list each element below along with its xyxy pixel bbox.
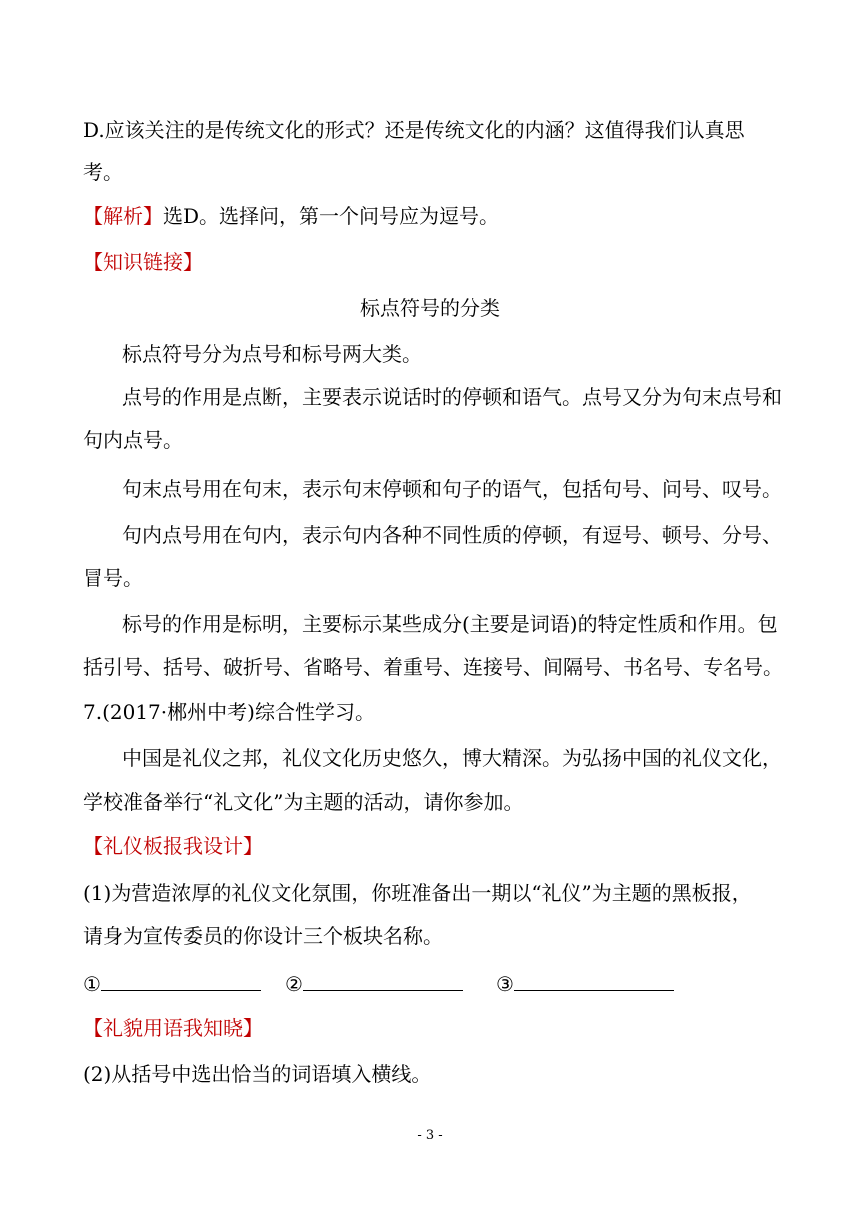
question-7-intro-line-1: 中国是礼仪之邦，礼仪文化历史悠久，博大精深。为弘扬中国的礼仪文化， (122, 746, 782, 770)
question-2-line: (2)从括号中选出恰当的词语填入横线。 (83, 1062, 432, 1086)
knowledge-paragraph-1: 标点符号分为点号和标号两大类。 (122, 342, 422, 366)
question-7-intro-line-2: 学校准备举行“礼文化”为主题的活动，请你参加。 (83, 790, 524, 814)
blank-2-underline (303, 970, 463, 991)
blank-2-marker: ② (285, 972, 303, 996)
blank-1-underline (101, 970, 261, 991)
question-1-line-2: 请身为宣传委员的你设计三个板块名称。 (83, 924, 443, 948)
section-polite-language-tag: 【礼貌用语我知晓】 (83, 1016, 263, 1040)
knowledge-paragraph-2-line-1: 点号的作用是点断，主要表示说话时的停顿和语气。点号又分为句末点号和 (122, 385, 782, 409)
page-number: - 3 - (417, 1128, 443, 1143)
option-d-line-2: 考。 (83, 160, 123, 184)
knowledge-paragraph-4-line-1: 句内点号用在句内，表示句内各种不同性质的停顿，有逗号、顿号、分号、 (122, 523, 782, 547)
section-board-design-tag: 【礼仪板报我设计】 (83, 834, 263, 858)
knowledge-paragraph-4-line-2: 冒号。 (83, 566, 143, 590)
analysis-text: 选D。选择问，第一个问号应为逗号。 (163, 204, 500, 228)
knowledge-paragraph-2-line-2: 句内点号。 (83, 428, 183, 452)
option-d-line-1: D.应该关注的是传统文化的形式？还是传统文化的内涵？这值得我们认真思 (83, 118, 745, 142)
knowledge-paragraph-3: 句末点号用在句末，表示句末停顿和句子的语气，包括句号、问号、叹号。 (122, 477, 782, 501)
answer-blank-3[interactable] (496, 970, 674, 996)
blank-3-marker: ③ (496, 972, 514, 996)
answer-blank-1[interactable] (83, 970, 261, 996)
knowledge-paragraph-5-line-2: 括引号、括号、破折号、省略号、着重号、连接号、间隔号、书名号、专名号。 (83, 655, 783, 679)
knowledge-paragraph-5-line-1: 标号的作用是标明，主要标示某些成分(主要是词语)的特定性质和作用。包 (122, 612, 778, 636)
question-7-heading: 7.(2017·郴州中考)综合性学习。 (83, 700, 375, 724)
knowledge-link-tag: 【知识链接】 (83, 250, 203, 274)
answer-blank-2[interactable] (285, 970, 463, 996)
question-1-line-1: (1)为营造浓厚的礼仪文化氛围，你班准备出一期以“礼仪”为主题的黑板报， (83, 881, 752, 905)
knowledge-title: 标点符号的分类 (360, 296, 500, 320)
analysis-tag: 【解析】 (83, 204, 163, 228)
blank-1-marker: ① (83, 972, 101, 996)
blank-3-underline (514, 970, 674, 991)
analysis-paragraph (83, 204, 499, 228)
